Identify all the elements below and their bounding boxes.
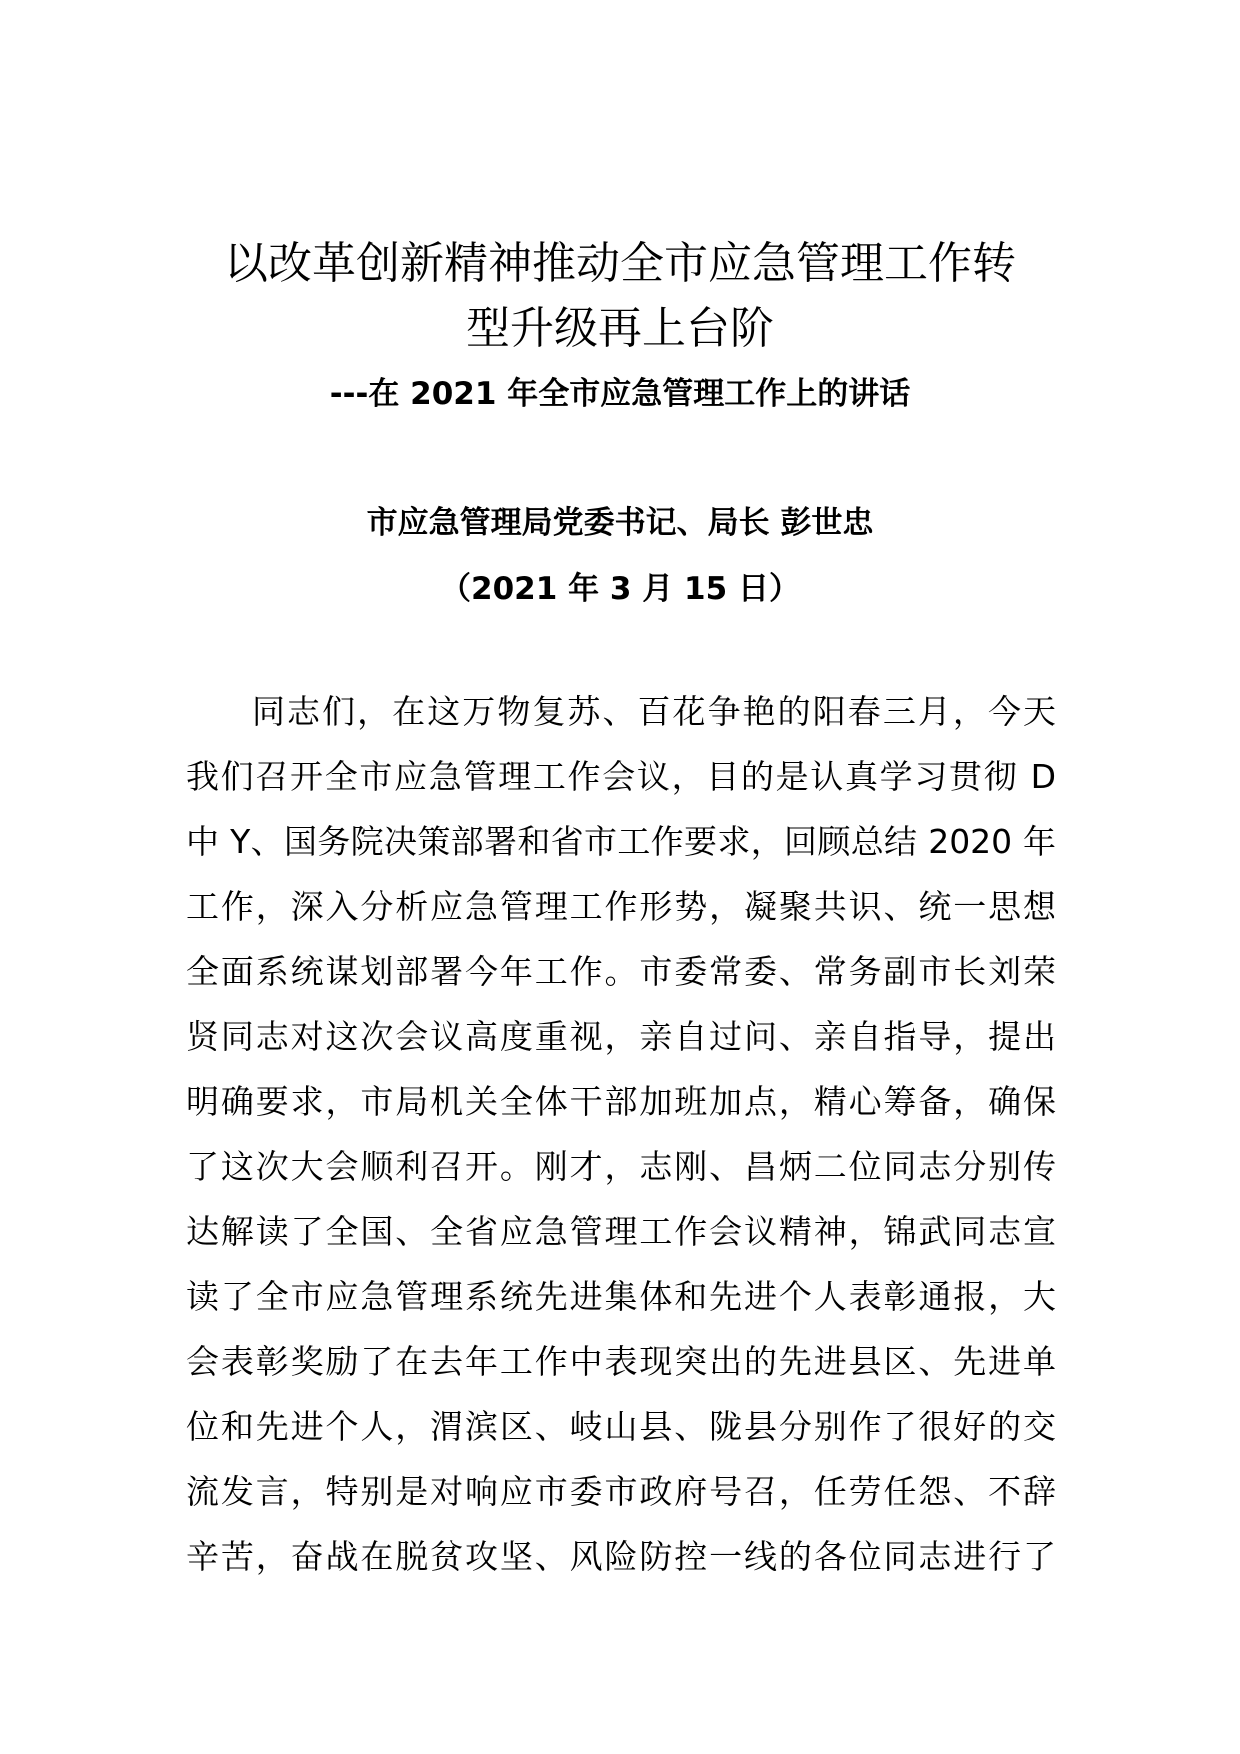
document-author: 市应急管理局党委书记、局长 彭世忠 — [366, 505, 874, 541]
body-line: 达解读了全国、全省应急管理工作会议精神，锦武同志宣 — [186, 1212, 1056, 1251]
document-title-line-2: 型升级再上台阶 — [466, 303, 774, 354]
body-line: 会表彰奖励了在去年工作中表现突出的先进县区、先进单 — [186, 1342, 1056, 1381]
body-line: 流发言，特别是对响应市委市政府号召，任劳任怨、不辞 — [186, 1472, 1056, 1511]
body-line: 贤同志对这次会议高度重视，亲自过问、亲自指导，提出 — [186, 1017, 1056, 1056]
document-title-line-1: 以改革创新精神推动全市应急管理工作转 — [224, 238, 1016, 289]
body-line: 工作，深入分析应急管理工作形势，凝聚共识、统一思想 — [186, 887, 1056, 926]
body-line: 我们召开全市应急管理工作会议，目的是认真学习贯彻 D — [186, 757, 1056, 796]
body-line: 明确要求，市局机关全体干部加班加点，精心筹备，确保 — [186, 1082, 1056, 1121]
body-paragraph — [186, 690, 1056, 1600]
body-line: 位和先进个人，渭滨区、岐山县、陇县分别作了很好的交 — [186, 1407, 1056, 1446]
document-subtitle: ---在 2021 年全市应急管理工作上的讲话 — [329, 376, 911, 412]
body-line: 读了全市应急管理系统先进集体和先进个人表彰通报，大 — [186, 1277, 1056, 1316]
body-line: 同志们，在这万物复苏、百花争艳的阳春三月，今天 — [252, 692, 1056, 731]
body-line: 中 Y、国务院决策部署和省市工作要求，回顾总结 2020 年 — [186, 822, 1057, 861]
document-date: （2021 年 3 月 15 日） — [440, 571, 800, 607]
body-line: 了这次大会顺利召开。刚才，志刚、昌炳二位同志分别传 — [186, 1147, 1056, 1186]
body-line: 全面系统谋划部署今年工作。市委常委、常务副市长刘荣 — [186, 952, 1056, 991]
body-line: 辛苦，奋战在脱贫攻坚、风险防控一线的各位同志进行了 — [186, 1537, 1056, 1576]
